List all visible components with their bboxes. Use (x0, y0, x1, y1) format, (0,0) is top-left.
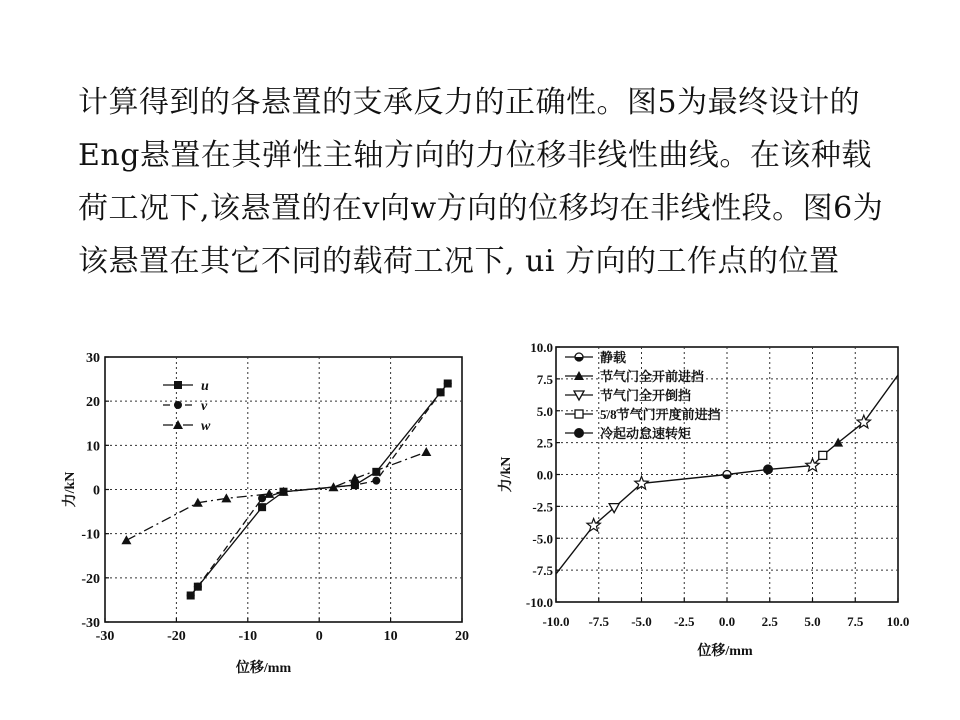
text-line-3: 荷工况下,该悬置的在v向w方向的位移均在非线性段。图6为 (78, 191, 884, 226)
x-tick-label: 10.0 (886, 614, 910, 629)
x-tick-label: 2.5 (761, 614, 778, 629)
data-point-5/8节气门开度前进挡 (819, 451, 827, 459)
y-tick-label: 0 (93, 483, 100, 499)
y-tick-label: -10.0 (525, 595, 553, 610)
text-line-2: Eng悬置在其弹性主轴方向的力位移非线性曲线。在该种载 (78, 138, 872, 173)
legend-label: 冷起动怠速转矩 (600, 426, 692, 441)
x-tick-label: -10.0 (542, 614, 570, 629)
y-tick-label: 10 (86, 439, 100, 455)
legend-marker (575, 410, 583, 418)
y-tick-label: -7.5 (532, 563, 553, 579)
y-tick-label: 7.5 (536, 371, 553, 387)
legend-label: 5/8节气门开度前进挡 (600, 407, 721, 422)
y-tick-label: -20 (81, 571, 100, 587)
y-tick-label: 30 (86, 351, 100, 366)
x-tick-label: 20 (455, 629, 469, 644)
legend-label-w: w (201, 419, 211, 434)
y-tick-label: -5.0 (532, 531, 553, 547)
x-tick-label: -10 (238, 629, 258, 644)
y-axis-label: 力/kN (63, 471, 78, 508)
text-line-1: 计算得到的各悬置的支承反力的正确性。图5为最终设计的 (78, 85, 861, 120)
data-point-冷起动怠速转矩 (763, 464, 773, 474)
text-line-4: 该悬置在其它不同的载荷工况下, ui 方向的工作点的位置 (78, 244, 840, 279)
x-tick-label: 10 (383, 629, 398, 644)
y-tick-label: 5.0 (536, 403, 553, 419)
legend-label-v: v (201, 399, 208, 414)
x-tick-label: -5.0 (631, 614, 652, 629)
y-tick-label: -30 (81, 616, 100, 631)
y-axis-label: 力/kN (499, 456, 514, 493)
x-tick-label: 0 (315, 629, 323, 644)
data-point-静载 (723, 471, 731, 479)
legend-label: 节气门全开前进挡 (600, 369, 705, 384)
y-tick-label: 2.5 (536, 435, 553, 451)
x-tick-label: -30 (95, 629, 115, 644)
x-tick-label: -7.5 (588, 614, 610, 629)
y-tick-label: 10.0 (530, 340, 553, 355)
x-tick-label: 5.0 (804, 614, 821, 629)
x-tick-label: 0.0 (718, 614, 736, 629)
legend-marker (574, 428, 584, 438)
legend-label-u: u (201, 379, 209, 394)
legend-label: 静载 (600, 350, 627, 365)
x-axis-label: 位移/mm (235, 661, 292, 676)
legend-marker (575, 353, 583, 361)
y-tick-label: 20 (86, 395, 100, 411)
x-axis-label: 位移/mm (697, 644, 753, 659)
x-tick-label: -2.5 (673, 614, 695, 629)
y-tick-label: -10 (81, 527, 100, 543)
y-tick-label: 0.0 (536, 467, 553, 483)
x-tick-label: -20 (167, 629, 186, 644)
legend-label: 节气门全开倒挡 (600, 388, 692, 403)
x-tick-label: 7.5 (847, 614, 864, 629)
y-tick-label: -2.5 (532, 499, 553, 515)
